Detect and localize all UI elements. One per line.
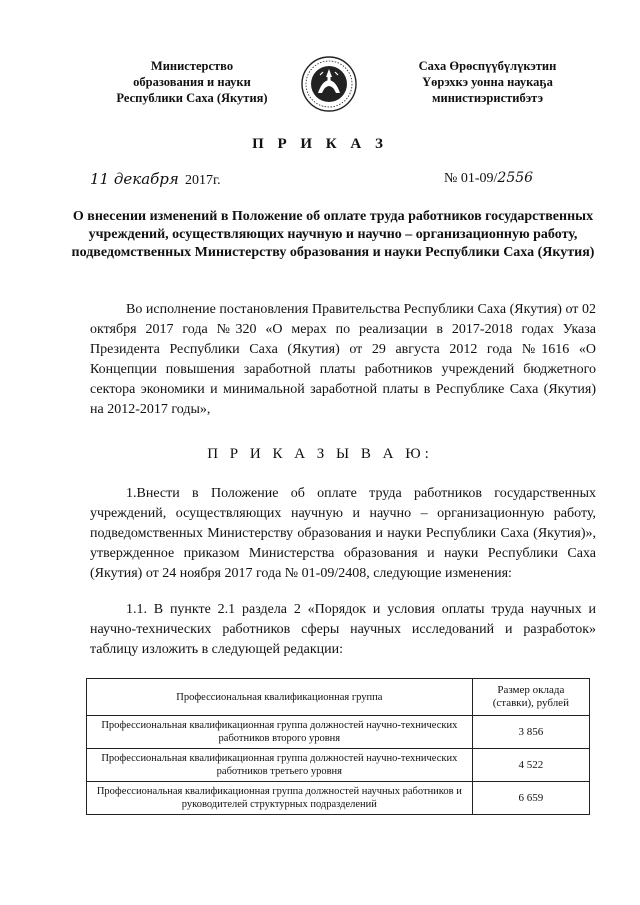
table-cell-salary: 4 522 <box>472 749 589 782</box>
table-row <box>87 716 590 749</box>
order-number-prefix: № 01-09/ <box>444 171 498 186</box>
table-header-row <box>87 679 590 716</box>
order-date <box>90 170 221 189</box>
handwritten-number: 2556 <box>497 170 534 186</box>
coat-of-arms-icon <box>300 55 358 113</box>
table-cell-salary: 6 659 <box>472 782 589 815</box>
table-row <box>87 782 590 815</box>
table-cell-salary: 3 856 <box>472 716 589 749</box>
document-title: П Р И К А З <box>252 136 388 152</box>
date-year: 2017г. <box>185 173 221 188</box>
table-cell-group: Профессиональная квалификационная группа должностей научно-технических работников второго уровня <box>87 716 473 749</box>
preamble-paragraph: Во исполнение постановления Правительства Республики Саха (Якутия) от 02 октября 2017 года №320 «О мерах по реализации в 2017-2018 годах Указа Президента Республики Саха (Якутия) от 29 августа 2012 года №1616 «О Концепции повышения заработной платы работников учреждений бюджетного сектора экономики и минимальной заработной платы в Республике Саха (Якутия) на 2012-2017 годы», <box>90 302 596 417</box>
header-right-line: Үөрэхкэ уонна наукаҕа <box>422 75 553 89</box>
ministry-name-russian <box>92 58 292 106</box>
salary-table <box>86 678 590 815</box>
column-header-salary: Размер оклада (ставки), рублей <box>472 679 589 716</box>
header-left-line: Республики Саха (Якутия) <box>116 91 268 105</box>
header-left-line: образования и науки <box>133 75 251 89</box>
header-left-line: Министерство <box>150 59 234 73</box>
table-cell-group: Профессиональная квалификационная группа должностей научных работников и руководителей структурных подразделений <box>87 782 473 815</box>
table-row <box>87 749 590 782</box>
item-1-paragraph: 1.Внести в Положение об оплате труда работников государственных учреждений, осуществляющих научную и научно – организационную работу, подведомственных Министерству образования и науки Республики Саха (Якутия)», утвержденное приказом Министерства образования и науки Республики Саха (Якутия) от 24 ноября 2017 года № 01-09/2408, следующие изменения: <box>90 486 596 581</box>
header-right-line: Саха Өрөспүүбүлүкэтин <box>418 59 557 73</box>
order-subject: О внесении изменений в Положение об оплате труда работников государственных учреждений, осуществляющих научную и научно – организационную работу, подведомственных Министерству образования и науки Республики Саха (Якутия) <box>71 209 595 260</box>
header-right-line: министиэристибэтэ <box>432 91 543 105</box>
ministry-name-yakut <box>395 58 580 106</box>
order-number <box>444 170 533 187</box>
handwritten-date: 11 декабря <box>90 170 179 188</box>
order-directive: П Р И К А З Ы В А Ю: <box>207 446 433 462</box>
column-header-group: Профессиональная квалификационная группа <box>87 679 473 716</box>
table-cell-group: Профессиональная квалификационная группа должностей научно-технических работников третьего уровня <box>87 749 473 782</box>
item-1-1-paragraph: 1.1. В пункте 2.1 раздела 2 «Порядок и условия оплаты труда научных и научно-технических работников сферы научных исследований и разработок» таблицу изложить в следующей редакции: <box>90 602 596 657</box>
